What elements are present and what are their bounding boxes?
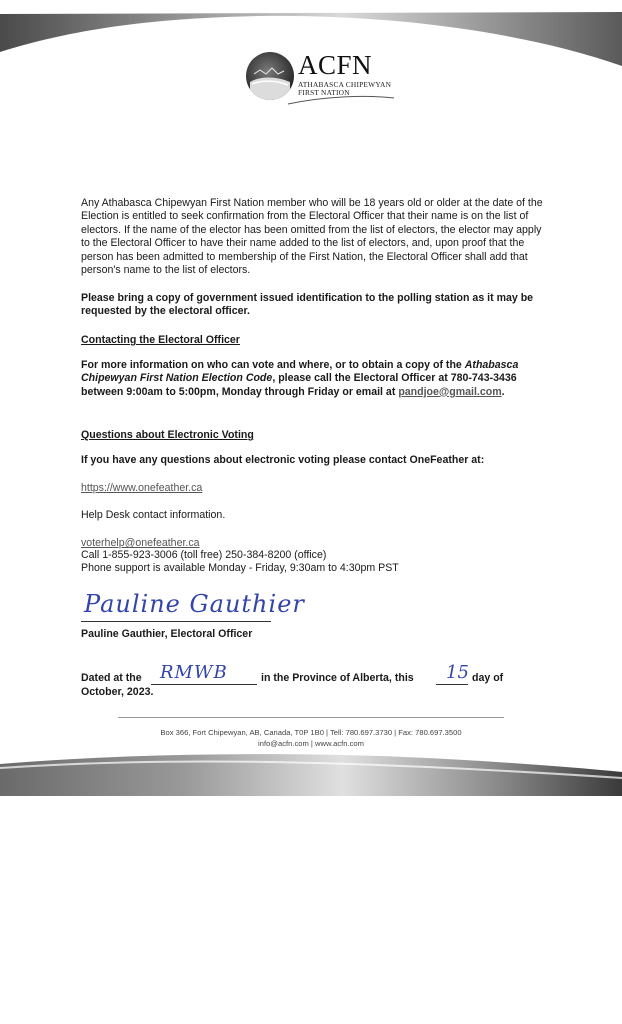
dated-middle: in the Province of Alberta, this xyxy=(261,672,414,684)
dated-day-handwritten: 15 xyxy=(446,662,469,683)
acfn-logo xyxy=(246,50,396,110)
footer-address: Box 366, Fort Chipewyan, AB, Canada, T0P 1B0 | Tell: 780.697.3730 | Fax: 780.697.3500 xyxy=(160,728,462,737)
place-line xyxy=(151,684,257,685)
helpdesk-phone: Call 1-855-923-3006 (toll free) 250-384-8200 (office) xyxy=(81,549,327,561)
day-line xyxy=(436,684,468,685)
helpdesk-email-link[interactable]: voterhelp@onefeather.ca xyxy=(81,537,200,549)
id-notice: Please bring a copy of government issued identification to the polling station as it may be requested by the electoral officer. xyxy=(81,292,534,318)
signature-line xyxy=(81,621,271,622)
dated-place-handwritten: RMWB xyxy=(160,662,228,683)
contact-heading: Contacting the Electoral Officer xyxy=(81,334,240,346)
handwritten-signature: Pauline Gauthier xyxy=(84,590,305,618)
dated-prefix: Dated at the xyxy=(81,672,142,684)
intro-paragraph: Any Athabasca Chipewyan First Nation member who will be 18 years old or older at the date of the Election is entitled to seek confirmation from the Electoral Officer that their name is on the list of electors. If the name of the elector has been omitted from the list of electors, the elector may apply to the Electoral Officer to have their name added to the list of electors, and, upon proof that the person has been admitted to membership of the First Nation, the Electoral Officer shall add that person's name to the list of electors. xyxy=(81,197,543,277)
election-code-title: Athabasca Chipewyan First Nation Election Code xyxy=(81,359,519,385)
contact-text-1: For more information on who can vote and where, or to obtain a copy of the xyxy=(81,359,462,371)
logo-name-line2: FIRST NATION xyxy=(298,88,350,97)
logo-underline-swoosh xyxy=(286,92,396,108)
dated-suffix: day of xyxy=(472,672,504,684)
evoting-heading: Questions about Electronic Voting xyxy=(81,429,254,441)
contact-period: . xyxy=(501,385,505,398)
contact-email-link[interactable]: pandjoe@gmail.com xyxy=(398,385,502,398)
footer-divider xyxy=(118,717,504,718)
footer-swoosh xyxy=(0,748,622,800)
onefeather-link[interactable]: https://www.onefeather.ca xyxy=(81,482,203,494)
helpdesk-hours: Phone support is available Monday - Friday, 9:30am to 4:30pm PST xyxy=(81,562,399,574)
dated-line2: October, 2023. xyxy=(81,686,154,698)
evoting-text: If you have any questions about electronic voting please contact OneFeather at: xyxy=(81,454,485,466)
logo-name-line1: ATHABASCA CHIPEWYAN xyxy=(298,80,392,89)
contact-text-2: , please call the Electoral Officer at 780-743-3436 between 9:00am to 5:00pm, Monday through Friday or email at xyxy=(81,372,517,398)
helpdesk-label: Help Desk contact information. xyxy=(81,509,226,521)
logo-acronym: ACFN xyxy=(298,50,373,80)
contact-paragraph xyxy=(81,359,551,399)
signature-name-title: Pauline Gauthier, Electoral Officer xyxy=(81,628,253,640)
footer-contact: info@acfn.com | www.acfn.com xyxy=(258,739,364,748)
